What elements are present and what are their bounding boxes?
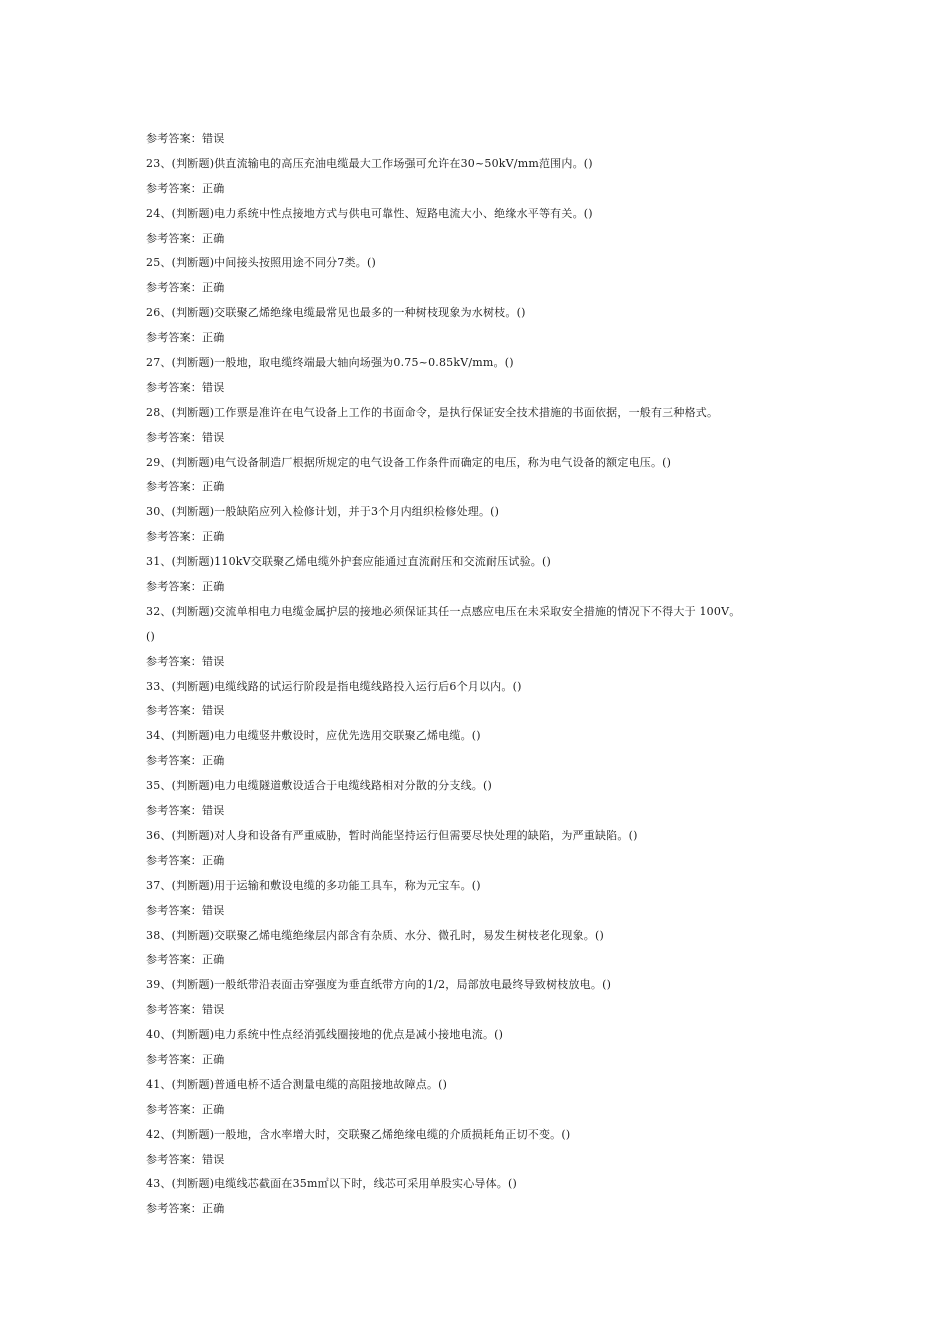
answer-line: 参考答案：正确 [146,231,225,245]
answer-line: 参考答案：正确 [146,331,225,345]
document-page [146,127,846,1222]
answer-line: 参考答案：错误 [146,704,225,718]
answer-line: 参考答案：正确 [146,281,225,295]
question-line: 25、(判断题)中间接头按照用途不同分7类。() [146,256,376,270]
question-line: 31、(判断题)110kV交联聚乙烯电缆外护套应能通过直流耐压和交流耐压试验。() [146,555,551,569]
answer-line: 参考答案：错误 [146,903,225,917]
answer-line: 参考答案：正确 [146,1052,225,1066]
answer-line: 参考答案：错误 [146,804,225,818]
question-line-continued: () [146,629,155,643]
answer-line: 参考答案：错误 [146,1152,225,1166]
question-line: 35、(判断题)电力电缆隧道敷设适合于电缆线路相对分散的分支线。() [146,779,492,793]
question-line: 30、(判断题)一般缺陷应列入检修计划，并于3个月内组织检修处理。() [146,505,500,519]
answer-line: 参考答案：错误 [146,132,225,145]
question-line: 33、(判断题)电缆线路的试运行阶段是指电缆线路投入运行后6个月以内。() [146,679,522,693]
question-line: 32、(判断题)交流单相电力电缆金属护层的接地必须保证其任一点感应电压在未采取安全措施的情况下不得大于 100V。 [146,604,741,618]
answer-line: 参考答案：正确 [146,754,225,768]
question-line: 37、(判断题)用于运输和敷设电缆的多功能工具车，称为元宝车。() [146,878,481,892]
answer-line: 参考答案：正确 [146,1202,225,1216]
question-line: 29、(判断题)电气设备制造厂根据所规定的电气设备工作条件而确定的电压，称为电气设备的额定电压。() [146,455,672,469]
question-line: 23、(判断题)供直流输电的高压充油电缆最大工作场强可允许在30~50kV/mm范围内。() [146,156,593,170]
question-line: 26、(判断题)交联聚乙烯绝缘电缆最常见也最多的一种树枝现象为水树枝。() [146,306,526,320]
answer-line: 参考答案：正确 [146,1102,225,1116]
question-line: 38、(判断题)交联聚乙烯电缆绝缘层内部含有杂质、水分、微孔时，易发生树枝老化现象。() [146,928,604,942]
answer-line: 参考答案：正确 [146,181,225,195]
answer-line: 参考答案：错误 [146,1003,225,1017]
question-line: 27、(判断题)一般地，取电缆终端最大轴向场强为0.75~0.85kV/mm。() [146,356,514,370]
answer-line: 参考答案：正确 [146,580,225,594]
question-line: 36、(判断题)对人身和设备有严重威胁，暂时尚能坚持运行但需要尽快处理的缺陷，为严重缺陷。() [146,828,638,842]
question-line: 40、(判断题)电力系统中性点经消弧线圈接地的优点是减小接地电流。() [146,1028,504,1042]
question-line: 34、(判断题)电力电缆竖井敷设时，应优先选用交联聚乙烯电缆。() [146,729,481,743]
answer-line: 参考答案：错误 [146,654,225,668]
question-line: 43、(判断题)电缆线芯截面在35m㎡以下时，线芯可采用单股实心导体。() [146,1177,517,1191]
question-line: 42、(判断题)一般地，含水率增大时，交联聚乙烯绝缘电缆的介质损耗角正切不变。() [146,1127,571,1141]
answer-line: 参考答案：错误 [146,430,225,444]
answer-line: 参考答案：正确 [146,530,225,544]
question-line: 24、(判断题)电力系统中性点接地方式与供电可靠性、短路电流大小、绝缘水平等有关。() [146,206,593,220]
answer-line: 参考答案：正确 [146,480,225,494]
answer-line: 参考答案：错误 [146,380,225,394]
question-line: 28、(判断题)工作票是准许在电气设备上工作的书面命令，是执行保证安全技术措施的书面依据，一般有三种格式。 [146,405,719,419]
question-line: 41、(判断题)普通电桥不适合测量电缆的高阻接地故障点。() [146,1077,448,1091]
question-line: 39、(判断题)一般纸带沿表面击穿强度为垂直纸带方向的1/2，局部放电最终导致树枝放电。() [146,978,612,992]
answer-line: 参考答案：正确 [146,853,225,867]
answer-line: 参考答案：正确 [146,953,225,967]
